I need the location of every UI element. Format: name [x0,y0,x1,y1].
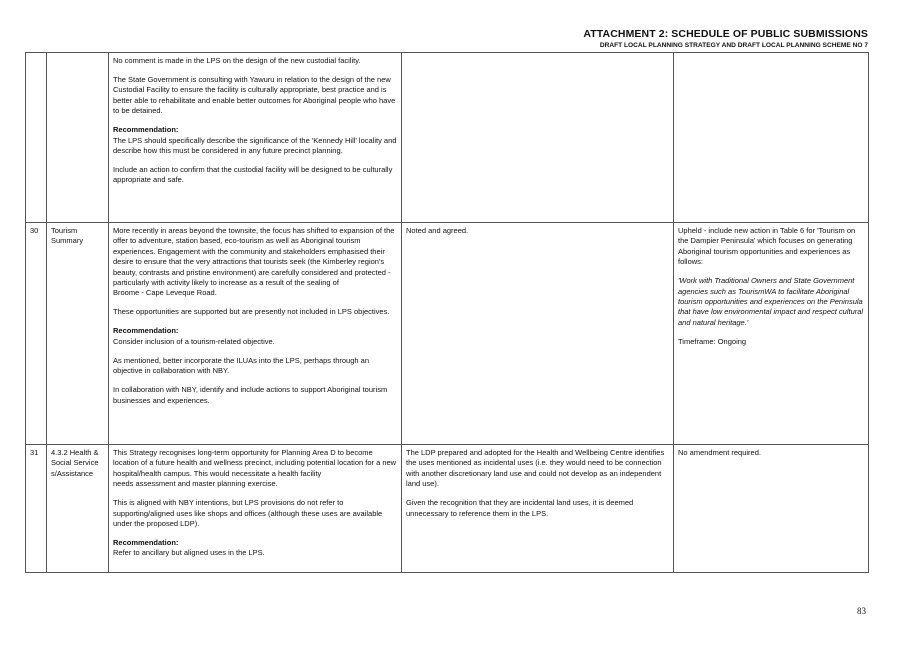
response-text: Noted and agreed. [402,223,674,445]
submission-number: 31 [26,445,47,573]
document-title: ATTACHMENT 2: SCHEDULE OF PUBLIC SUBMISSIONS [583,28,868,40]
submission-number: 30 [26,223,47,445]
recommendation-heading: Recommendation: [113,326,179,336]
submission-text: More recently in areas beyond the townsite, the focus has shifted to expansion of the offer to adventure, station based, eco-tourism as well as Aboriginal tourism experiences. Engagement with the community and stakeholders emphasised their desire to ensure that the very attractions that tourists seek (the Kimberley region's beauty, contrasts and pristine environment) are carefully considered and protected - particularly with activity likely to increase as a result of the sealing of Broome - Cape Leveque Road. These opportunities are supported but are presently not included in LPS objectives. Recommendation: Consider inclusion of a tourism-related objective. As mentioned, better incorporate the ILUAs into the LPS, perhaps through an objective in collaboration with NBY. In collaboration with NBY, identify and include actions to support Aboriginal tourism businesses and experiences. [109,223,402,445]
outcome-text: Upheld - include new action in Table 6 for 'Tourism on the Dampier Peninsula' which focuses on generating Aboriginal tourism opportunities and experiences as follows: 'Work with Traditional Owners and State Government agencies such as TourismWA to facilitate Aboriginal tourism opportunities and experiences on the Peninsula that have low environmental impact and respect cultural and natural heritage.' Timeframe: Ongoing [674,223,869,445]
recommendation-heading: Recommendation: [113,125,179,135]
submission-topic: Tourism Summary [47,223,109,445]
table-row [26,53,869,223]
submission-number [26,53,47,223]
table-row [26,445,869,573]
submission-text: This Strategy recognises long-term opportunity for Planning Area D to become location of a future health and wellness precinct, including potential location for a new hospital/health campus. This would necessitate a health facility needs assessment and master planning exercise. This is aligned with NBY intentions, but LPS provisions do not refer to supporting/aligned uses like shops and offices (although these uses are available under the proposed LDP). Recommendation: Refer to ancillary but aligned uses in the LPS. [109,445,402,573]
table-row [26,223,869,445]
page-number: 83 [857,606,866,616]
submission-topic: 4.3.2 Health & Social Services/Assistance [47,445,109,573]
recommendation-heading: Recommendation: [113,538,179,548]
response-text: The LDP prepared and adopted for the Health and Wellbeing Centre identifies the uses mentioned as incidental uses (i.e. they would need to be connection with another discretionary land use and could not develop as an independent land use). Given the recognition that they are incidental land uses, it is deemed unnecessary to reference them in the LPS. [402,445,674,573]
response-text [402,53,674,223]
submission-topic [47,53,109,223]
outcome-text [674,53,869,223]
document-subtitle: DRAFT LOCAL PLANNING STRATEGY AND DRAFT LOCAL PLANNING SCHEME NO 7 [599,42,868,49]
outcome-text: No amendment required. [674,445,869,573]
submission-text: No comment is made in the LPS on the design of the new custodial facility. The State Government is consulting with Yawuru in relation to the design of the new Custodial Facility to ensure the facility is culturally appropriate, best practice and is better able to rehabilitate and enable better outcomes for Aboriginal people who have to be detained. Recommendation: The LPS should specifically describe the significance of the 'Kennedy Hill' locality and describe how this must be considered in any future precinct planning. Include an action to confirm that the custodial facility will be designed to be culturally appropriate and safe. [109,53,402,223]
submissions-table [25,52,869,573]
